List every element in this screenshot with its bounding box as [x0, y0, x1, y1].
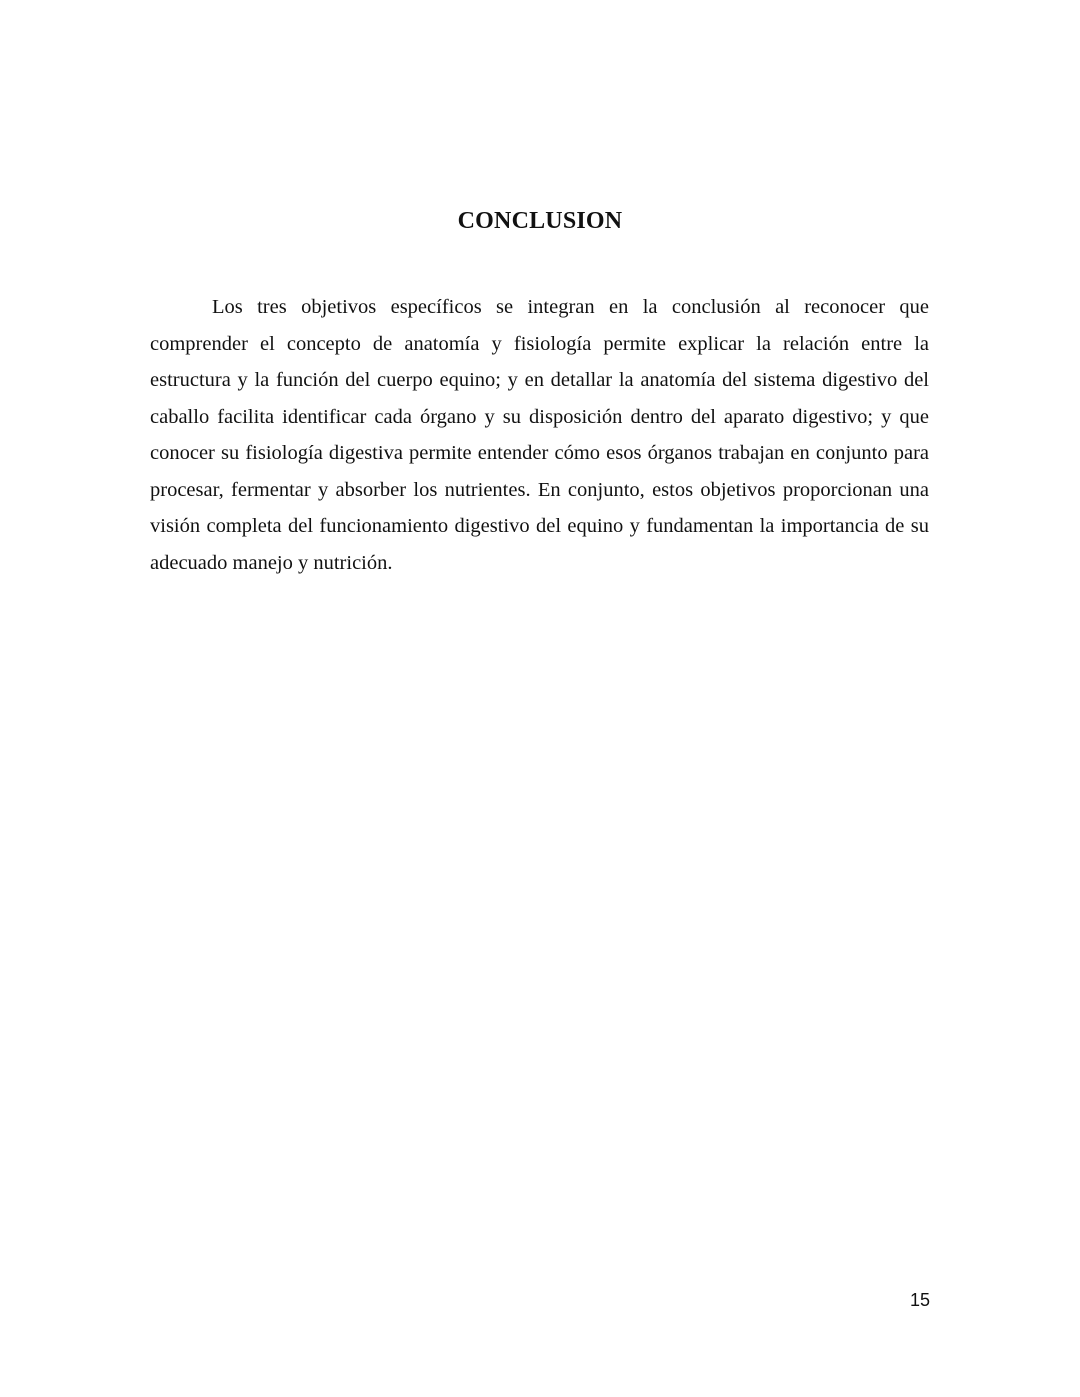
page-number: 15: [909, 1290, 930, 1310]
conclusion-paragraph: Los tres objetivos específicos se integran en la conclusión al reconocer que comprender el concepto de anatomía y fisiología permite explicar la relación entre la estructura y la función del cuerpo equino; y en detallar la anatomía del sistema digestivo del caballo facilita identificar cada órgano y su disposición dentro del aparato digestivo; y que conocer su fisiología digestiva permite entender cómo esos órganos trabajan en conjunto para procesar, fermentar y absorber los nutrientes. En conjunto, estos objetivos proporcionan una visión completa del funcionamiento digestivo del equino y fundamentan la importancia de su adecuado manejo y nutrición.: [150, 296, 929, 574]
section-title: CONCLUSION: [457, 208, 623, 234]
